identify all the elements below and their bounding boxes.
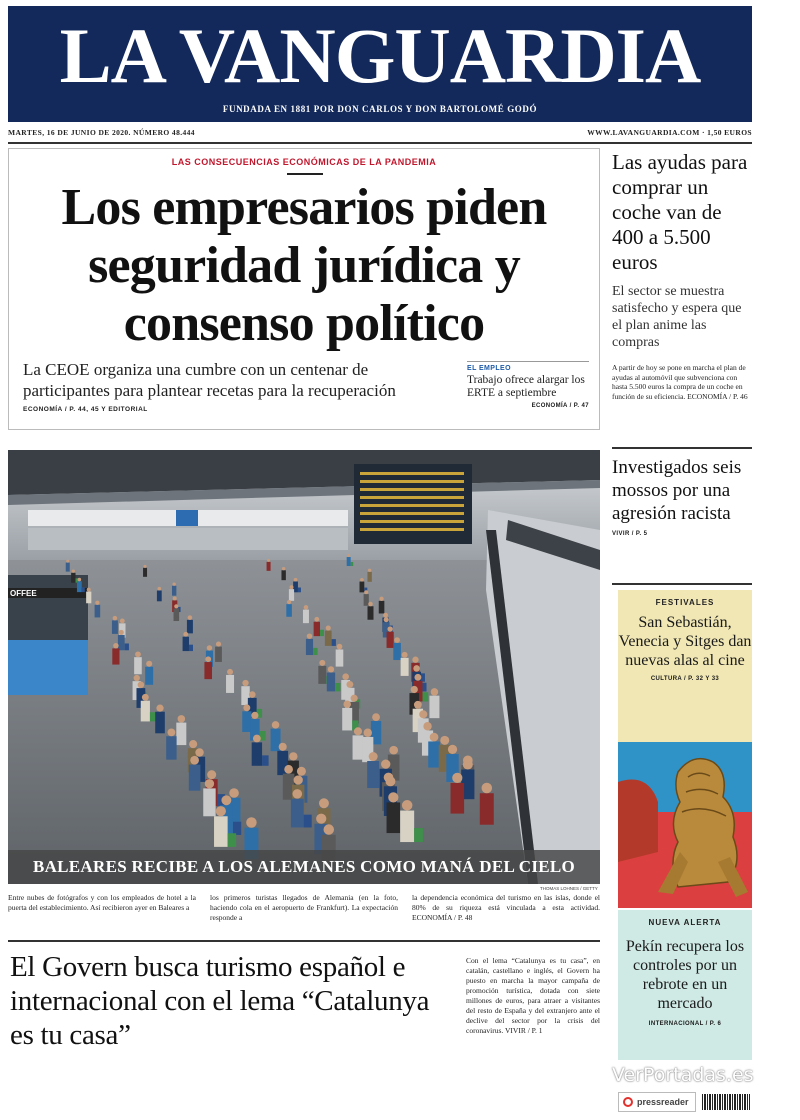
traveler-head	[289, 752, 297, 760]
traveler-figure	[429, 696, 439, 719]
traveler-head	[229, 788, 239, 798]
traveler-figure	[203, 788, 215, 816]
traveler-figure	[286, 604, 292, 617]
traveler-head	[386, 776, 396, 786]
traveler-head	[272, 721, 280, 729]
traveler-figure	[134, 657, 142, 674]
traveler-head	[282, 567, 285, 570]
lead-headline: Los empresarios piden seguridad jurídica y consenso político	[61, 179, 547, 352]
traveler-head	[372, 713, 380, 721]
traveler-head	[242, 680, 248, 686]
traveler-head	[246, 817, 257, 828]
traveler-figure	[303, 610, 309, 624]
traveler-head	[319, 660, 325, 666]
traveler-head	[368, 569, 371, 572]
traveler-figure	[306, 639, 313, 655]
traveler-figure	[172, 586, 176, 596]
traveler-head	[66, 560, 69, 563]
traveler-head	[120, 619, 125, 624]
traveler-head	[156, 705, 163, 712]
traveler-figure	[367, 606, 373, 620]
kicker-divider	[287, 173, 323, 175]
traveler-figure	[379, 601, 385, 614]
traveler-head	[174, 604, 178, 608]
suitcase	[332, 639, 336, 646]
traveler-figure	[291, 799, 304, 828]
traveler-figure	[174, 608, 180, 621]
traveler-head	[87, 588, 91, 592]
traveler-head	[95, 601, 99, 605]
beijing-alert-box	[618, 910, 752, 1060]
mossos-headline: Investigados seis mossos por una agresión racista	[612, 457, 742, 524]
traveler-head	[431, 688, 439, 696]
traveler-figure	[145, 667, 153, 685]
traveler-figure	[401, 658, 409, 676]
traveler-head	[482, 783, 493, 794]
suitcase	[304, 815, 312, 828]
traveler-head	[452, 773, 462, 783]
top-divider	[8, 142, 752, 144]
traveler-head	[440, 736, 449, 745]
traveler-head	[314, 617, 319, 622]
verportadas-watermark: VerPortadas.es	[612, 1064, 754, 1086]
suitcase	[189, 645, 193, 651]
traveler-head	[368, 602, 373, 607]
traveler-head	[189, 740, 197, 748]
suitcase	[233, 822, 241, 835]
traveler-head	[188, 615, 193, 620]
suitcase	[335, 683, 340, 691]
suitcase	[82, 587, 85, 592]
brief-label: EL EMPLEO	[467, 365, 511, 372]
traveler-figure	[347, 557, 351, 566]
traveler-head	[379, 597, 383, 601]
traveler-head	[221, 795, 231, 805]
airport-photo	[8, 450, 600, 884]
traveler-head	[342, 673, 349, 680]
traveler-figure	[318, 666, 326, 684]
mossos-story	[612, 456, 752, 537]
traveler-figure	[166, 736, 176, 759]
traveler-head	[412, 657, 418, 663]
caption-col-3: la dependencia económica del turismo en las islas, donde el 80% de su riqueza está vinculada a esta actividad. ECONOMÍA / P. 48	[412, 893, 600, 922]
traveler-head	[384, 617, 389, 622]
suitcase	[313, 648, 318, 655]
employment-brief	[467, 361, 589, 409]
car-aid-subheadline: El sector se muestra satisfecho y espera que el plan anime las compras	[612, 284, 742, 350]
traveler-head	[113, 643, 118, 648]
traveler-figure	[143, 568, 147, 577]
coffee-sign: OFFEE	[10, 589, 37, 598]
traveler-figure	[387, 802, 401, 833]
pressreader-icon	[623, 1097, 633, 1107]
traveler-figure	[204, 662, 212, 679]
website-price: WWW.LAVANGUARDIA.COM · 1,50 EUROS	[587, 128, 752, 137]
festivals-page-ref: CULTURA / P. 32 Y 33	[650, 676, 720, 682]
traveler-head	[113, 616, 118, 621]
traveler-head	[287, 600, 291, 604]
traveler-head	[138, 682, 145, 689]
photo-caption-bar: BALEARES RECIBE A LOS ALEMANES COMO MANÁ DEL CIELO	[8, 850, 600, 884]
festivals-box	[618, 590, 752, 742]
alert-headline: Pekín recupera los controles por un rebrote en un mercado	[625, 938, 745, 1012]
traveler-head	[279, 743, 287, 751]
traveler-head	[326, 626, 331, 631]
traveler-figure	[327, 673, 335, 692]
traveler-head	[319, 798, 329, 808]
traveler-head	[134, 675, 140, 681]
traveler-head	[267, 559, 270, 562]
car-aid-body: A partir de hoy se pone en marcha el plan de ayudas al automóvil que subvenciona con hasta 5.500 euros la compra de un coche en función de su eficiencia. ECONOMÍA / P. 46	[612, 363, 748, 401]
traveler-head	[207, 645, 212, 650]
brief-text: Trabajo ofrece alargar los ERTE a septiembre	[467, 374, 585, 399]
traveler-head	[402, 652, 408, 658]
right-divider-2	[612, 583, 752, 585]
traveler-figure	[112, 648, 119, 664]
traveler-figure	[314, 622, 320, 636]
suitcase	[150, 712, 156, 721]
traveler-head	[360, 578, 364, 582]
traveler-head	[388, 792, 398, 802]
traveler-figure	[367, 572, 371, 582]
traveler-figure	[118, 635, 125, 650]
traveler-head	[243, 704, 250, 711]
traveler-head	[324, 824, 335, 835]
traveler-head	[205, 656, 211, 662]
traveler-head	[347, 554, 350, 557]
traveler-figure	[95, 605, 101, 618]
masthead	[8, 6, 752, 122]
traveler-figure	[242, 711, 251, 732]
traveler-head	[389, 746, 398, 755]
traveler-head	[430, 733, 439, 742]
traveler-head	[78, 578, 82, 582]
photo-caption	[8, 893, 600, 933]
traveler-head	[387, 626, 392, 631]
caption-col-1: Entre nubes de fotógrafos y con los empleados de hotel a la puerta del establecimiento. Así recibieron ayer en Baleares a	[8, 893, 196, 912]
traveler-figure	[226, 675, 234, 693]
traveler-figure	[364, 594, 369, 606]
lead-page-ref: ECONOMÍA / P. 44, 45 Y EDITORIAL	[23, 406, 148, 413]
traveler-head	[205, 779, 214, 788]
traveler-figure	[353, 735, 364, 759]
suitcase	[422, 692, 428, 701]
traveler-head	[249, 691, 256, 698]
traveler-head	[294, 578, 298, 582]
traveler-head	[414, 701, 422, 709]
suitcase	[228, 833, 237, 847]
right-divider-1	[612, 447, 752, 449]
traveler-figure	[400, 811, 414, 843]
traveler-figure	[187, 620, 193, 634]
traveler-head	[346, 681, 353, 688]
traveler-figure	[176, 723, 186, 746]
suitcase	[320, 630, 324, 636]
traveler-head	[297, 767, 306, 776]
traveler-head	[413, 665, 420, 672]
traveler-head	[448, 745, 457, 754]
alert-label: NUEVA ALERTA	[648, 918, 722, 927]
traveler-figure	[141, 701, 150, 722]
traveler-head	[284, 765, 293, 774]
traveler-head	[337, 644, 343, 650]
traveler-head	[369, 752, 378, 761]
traveler-head	[328, 666, 334, 672]
traveler-figure	[86, 592, 91, 604]
brief-page-ref: ECONOMÍA / P. 47	[531, 403, 589, 409]
festivals-label: FESTIVALES	[655, 598, 715, 607]
traveler-figure	[183, 637, 189, 651]
traveler-head	[146, 661, 152, 667]
lead-story	[8, 148, 600, 430]
traveler-head	[195, 748, 203, 756]
newspaper-logo: LA VANGUARDIA	[59, 12, 701, 99]
suitcase	[262, 755, 269, 765]
traveler-figure	[77, 581, 82, 592]
traveler-head	[343, 700, 351, 708]
traveler-head	[316, 814, 326, 824]
catalunya-headline: El Govern busca turismo español e internacional con el lema “Catalunya es tu casa”	[10, 951, 430, 1051]
mossos-page-ref: VIVIR / P. 5	[612, 531, 648, 537]
traveler-head	[294, 775, 303, 784]
traveler-head	[167, 728, 175, 736]
suitcase	[414, 828, 423, 842]
issue-date: MARTES, 16 DE JUNIO DE 2020. NÚMERO 48.444	[8, 128, 195, 137]
lead-kicker: LAS CONSECUENCIAS ECONÓMICAS DE LA PANDEMIA	[171, 157, 437, 167]
traveler-head	[402, 800, 413, 811]
traveler-figure	[267, 562, 271, 571]
barcode	[702, 1094, 750, 1110]
traveler-head	[307, 633, 312, 638]
traveler-head	[383, 613, 388, 618]
traveler-head	[292, 789, 302, 799]
traveler-figure	[360, 582, 365, 593]
car-aid-story	[612, 150, 752, 401]
traveler-head	[354, 727, 362, 735]
traveler-figure	[336, 649, 344, 666]
traveler-head	[158, 587, 162, 591]
traveler-head	[144, 565, 147, 568]
traveler-head	[351, 695, 358, 702]
traveler-head	[227, 669, 233, 675]
traveler-figure	[428, 741, 440, 767]
traveler-figure	[71, 573, 75, 583]
traveler-figure	[387, 632, 394, 648]
traveler-figure	[66, 563, 70, 572]
traveler-head	[216, 806, 226, 816]
suitcase	[125, 643, 129, 650]
traveler-head	[251, 712, 258, 719]
traveler-head	[423, 722, 431, 730]
traveler-head	[207, 770, 216, 779]
traveler-figure	[215, 647, 222, 662]
traveler-figure	[214, 816, 228, 847]
traveler-figure	[393, 643, 401, 660]
traveler-head	[135, 651, 141, 657]
traveler-figure	[252, 742, 262, 765]
traveler-head	[304, 605, 309, 610]
traveler-head	[190, 756, 199, 765]
traveler-head	[414, 674, 421, 681]
traveler-figure	[451, 783, 465, 814]
traveler-head	[173, 596, 177, 600]
traveler-figure	[480, 793, 494, 825]
traveler-head	[119, 630, 124, 635]
traveler-head	[394, 637, 400, 643]
founded-line: FUNDADA EN 1881 POR DON CARLOS Y DON BARTOLOMÉ GODÓ	[222, 104, 538, 114]
traveler-head	[183, 632, 188, 637]
traveler-head	[419, 710, 427, 718]
lion-statue-image	[618, 742, 752, 908]
traveler-head	[173, 582, 176, 585]
traveler-head	[364, 729, 372, 737]
traveler-figure	[367, 761, 379, 788]
traveler-figure	[155, 712, 165, 734]
traveler-head	[178, 715, 186, 723]
traveler-figure	[325, 631, 332, 646]
suitcase	[351, 562, 354, 566]
caption-col-2: los primeros turistas llegados de Alemania (en la foto, haciendo cola en el aeropuerto de Frankfurt). La expectación responde a	[210, 893, 398, 922]
traveler-figure	[112, 620, 118, 634]
traveler-figure	[157, 591, 162, 602]
alert-page-ref: INTERNACIONAL / P. 6	[648, 1021, 722, 1027]
traveler-head	[216, 642, 221, 647]
photo-credit: THOMAS LOHNES / GETTY	[540, 886, 598, 891]
traveler-figure	[289, 589, 294, 601]
traveler-head	[290, 585, 294, 589]
suitcase	[298, 588, 301, 593]
traveler-head	[364, 590, 368, 594]
traveler-figure	[281, 570, 285, 580]
traveler-head	[381, 759, 390, 768]
catalunya-body: Con el lema “Catalunya es tu casa”, en catalán, castellano e inglés, el Govern ha puesto en marcha la mayor campaña de promoción turística, dotada con siete millones de euros, para atraer a visitantes del resto de España y del extranjero ante el declive del sector por la crisis del coronavirus. VIVIR / P. 1	[466, 956, 600, 1035]
traveler-figure	[189, 765, 201, 791]
golden-lion-photo	[618, 742, 752, 908]
airport-crowd-image	[8, 450, 600, 884]
pressreader-label: pressreader	[637, 1097, 689, 1107]
traveler-figure	[342, 708, 352, 731]
traveler-head	[253, 735, 261, 743]
dateline	[8, 128, 752, 140]
festivals-headline: San Sebastián, Venecia y Sitges dan nuevas alas al cine	[618, 614, 752, 669]
traveler-head	[142, 694, 149, 701]
car-aid-headline: Las ayudas para comprar un coche van de 400 a 5.500 euros	[612, 150, 748, 274]
traveler-head	[72, 570, 75, 573]
mid-divider	[8, 940, 600, 942]
pressreader-badge	[618, 1092, 696, 1112]
lead-subheadline: La CEOE organiza una cumbre con un centenar de participantes para plantear recetas para la recuperación	[23, 360, 396, 400]
traveler-head	[463, 760, 473, 770]
traveler-head	[411, 686, 418, 693]
